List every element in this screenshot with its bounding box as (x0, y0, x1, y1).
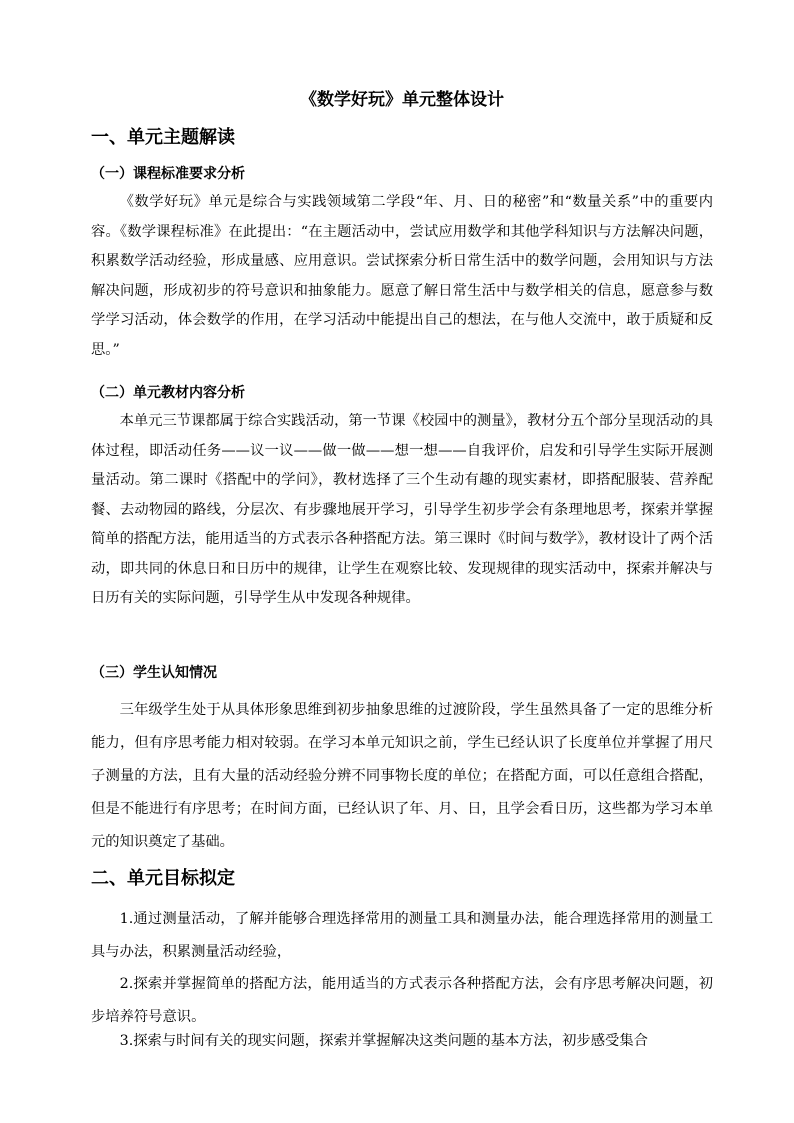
goal-item-2: 2.探索并掌握简单的搭配方法，能用适当的方式表示各种搭配方法，会有序思考解决问题，初步培养符号意识。 (91, 976, 713, 1025)
paragraph-curriculum-analysis: 《数学好玩》单元是综合与实践领域第二学段“年、月、日的秘密”和“数量关系”中的重要内容。《数学课程标准》在此提出：“在主题活动中，尝试应用数学和其他学科知识与方法解决问题，积累数学活动经验，形成量感、应用意识。尝试探索分析日常生活中的数学问题，会用知识与方法解决问题，形成初步的符号意识和抽象能力。愿意了解日常生活中与数学相关的信息，愿意参与数学学习活动，体会数学的作用，在学习活动中能提出自己的想法，在与他人交流中，敢于质疑和反思。” (91, 194, 713, 358)
subsection-heading-curriculum-analysis: （一）课程标准要求分析 (91, 166, 245, 182)
section-heading-unit-goals: 二、单元目标拟定 (91, 868, 235, 889)
subsection-heading-student-cognition: （三）学生认知情况 (91, 665, 217, 681)
paragraph-student-cognition: 三年级学生处于从具体形象思维到初步抽象思维的过渡阶段，学生虽然具备了一定的思维分析能力，但有序思考能力相对较弱。在学习本单元知识之前，学生已经认识了长度单位并掌握了用尺子测量的方法，且有大量的活动经验分辨不同事物长度的单位；在搭配方面，可以任意组合搭配，但是不能进行有序思考；在时间方面，已经认识了年、月、日，且学会看日历，这些都为学习本单元的知识奠定了基础。 (91, 702, 713, 850)
document-title: 《数学好玩》单元整体设计 (300, 90, 504, 110)
goal-item-3: 3.探索与时间有关的现实问题，探索并掌握解决这类问题的基本方法，初步感受集合 (119, 1033, 648, 1049)
section-heading-theme-interpretation: 一、单元主题解读 (91, 127, 235, 148)
paragraph-textbook-analysis: 本单元三节课都属于综合实践活动，第一节课《校园中的测量》，教材分五个部分呈现活动的具体过程，即活动任务——议一议——做一做——想一想——自我评价，启发和引导学生实际开展测量活动。第二课时《搭配中的学问》，教材选择了三个生动有趣的现实素材，即搭配服装、营养配餐、去动物园的路线，分层次、有步骤地展开学习，引导学生初步学会有条理地思考，探索并掌握简单的搭配方法，能用适当的方式表示各种搭配方法。第三课时《时间与数学》，教材设计了两个活动，即共同的休息日和日历中的规律，让学生在观察比较、发现规律的现实活动中，探索并解决与日历有关的实际问题，引导学生从中发现各种规律。 (91, 413, 713, 606)
subsection-heading-textbook-analysis: （二）单元教材内容分析 (91, 385, 245, 401)
goal-item-1: 1.通过测量活动，了解并能够合理选择常用的测量工具和测量办法，能合理选择常用的测量工具与办法，积累测量活动经验， (91, 911, 713, 960)
